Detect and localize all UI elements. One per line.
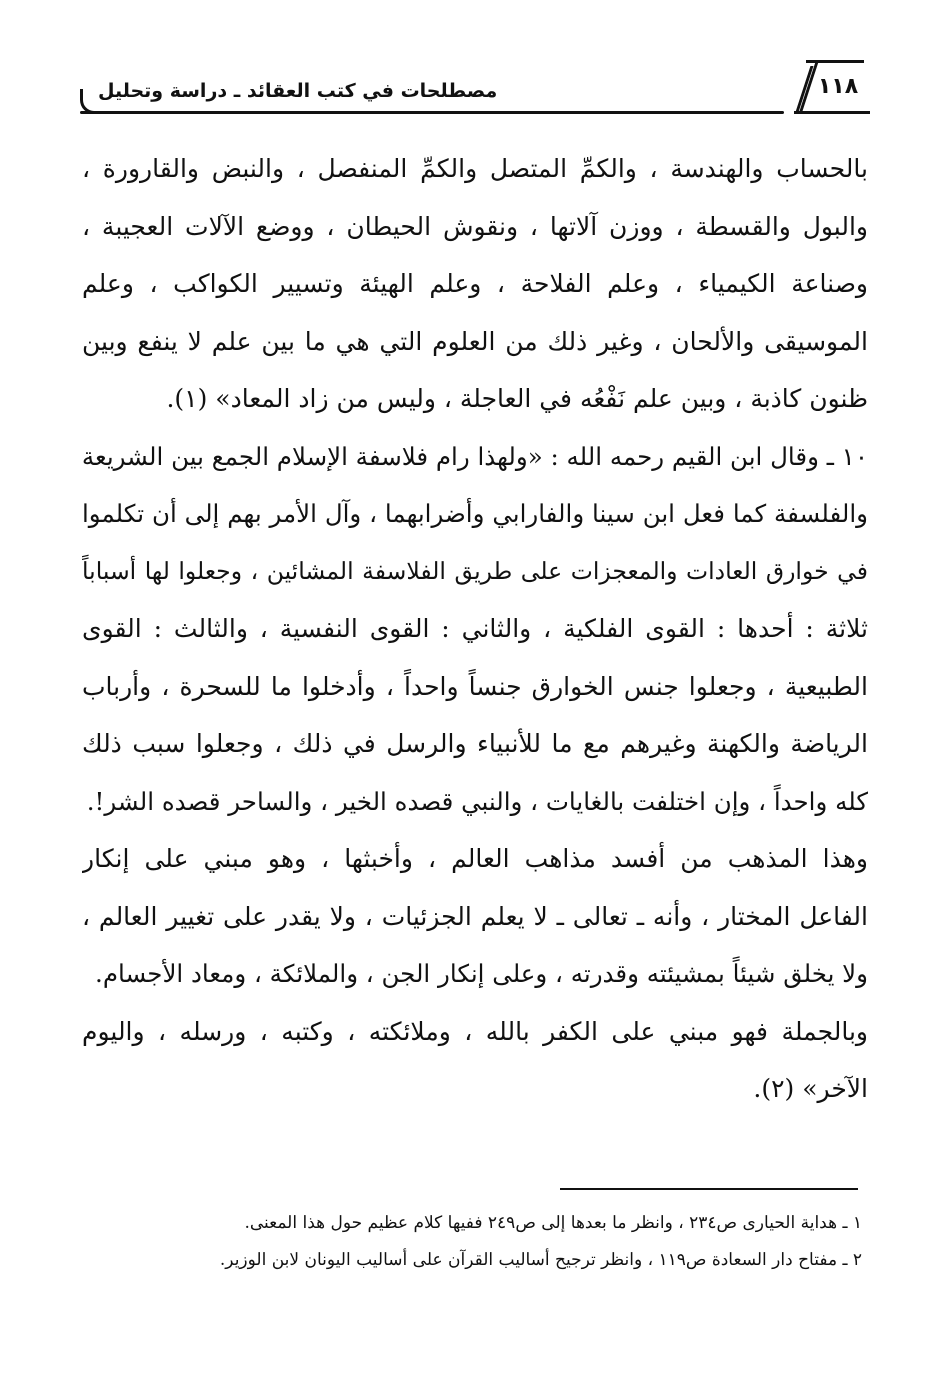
text-line: الطبيعية ، وجعلوا جنس الخوارق جنساً واحداً ، وأدخلوا ما للسحرة ، وأرباب — [82, 671, 868, 701]
text-line: وبالجملة فهو مبني على الكفر بالله ، وملائكته ، وكتبه ، ورسله ، واليوم — [82, 1016, 868, 1046]
text-line: الموسيقى والألحان ، وغير ذلك من العلوم التي هي ما بين علم لا ينفع وبين — [82, 326, 868, 356]
footnote-2: ٢ ـ مفتاح دار السعادة ص١١٩ ، وانظر ترجيح أساليب القرآن على أساليب اليونان لابن الوزير. — [219, 1250, 862, 1270]
running-title: مصطلحات في كتب العقائد ـ دراسة وتحليل — [98, 80, 498, 102]
text-line: الفاعل المختار ، وأنه ـ تعالى ـ لا يعلم الجزئيات ، ولا يقدر على تغيير العالم ، — [82, 901, 868, 931]
text-line: بالحساب والهندسة ، والكمِّ المتصل والكمِّ المنفصل ، والنبض والقارورة ، — [82, 154, 868, 183]
page-number-frame — [792, 62, 870, 114]
text-line: كله واحداً ، وإن اختلفت بالغايات ، والنبي قصده الخير ، والساحر قصده الشر!. — [86, 786, 868, 816]
text-line: ظنون كاذبة ، وبين علم نَفْعُه في العاجلة ، وليس من زاد المعاد» (١). — [166, 384, 868, 413]
page-number: ١١٨ — [817, 74, 859, 99]
text-line: ولا يخلق شيئاً بمشيئته وقدرته ، وعلى إنكار الجن ، والملائكة ، ومعاد الأجسام. — [95, 959, 868, 988]
text-line: في خوارق العادات والمعجزات على طريق الفلاسفة المشائين ، وجعلوا لها أسباباً — [82, 556, 868, 585]
footnote-1: ١ ـ هداية الحيارى ص٢٣٤ ، وانظر ما بعدها إلى ص٢٤٩ ففيها كلام عظيم حول هذا المعنى. — [244, 1213, 862, 1233]
text-line: الآخر» (٢). — [753, 1074, 868, 1103]
footnote-separator — [560, 1188, 858, 1190]
text-line: وصناعة الكيمياء ، وعلم الفلاحة ، وعلم الهيئة وتسيير الكواكب ، وعلم — [82, 269, 868, 298]
text-line: الرياضة والكهنة وغيرهم مع ما للأنبياء والرسل في ذلك ، وجعلوا سبب ذلك — [82, 729, 868, 758]
body-text — [82, 140, 868, 1118]
header-rule — [80, 111, 784, 114]
text-line: ثلاثة : أحدها : القوى الفلكية ، والثاني : القوى النفسية ، والثالث : القوى — [82, 614, 868, 643]
text-line: والبول والقسطة ، ووزن آلاتها ، ونقوش الحيطان ، ووضع الآلات العجيبة ، — [82, 211, 868, 241]
text-line: والفلسفة كما فعل ابن سينا والفارابي وأضرابهما ، وآل الأمر بهم إلى أن تكلموا — [82, 499, 868, 528]
text-line: ١٠ ـ وقال ابن القيم رحمه الله : «ولهذا رام فلاسفة الإسلام الجمع بين الشريعة — [82, 441, 868, 471]
text-line: وهذا المذهب من أفسد مذاهب العالم ، وأخبثها ، وهو مبني على إنكار — [82, 844, 868, 873]
page-header — [80, 70, 870, 114]
